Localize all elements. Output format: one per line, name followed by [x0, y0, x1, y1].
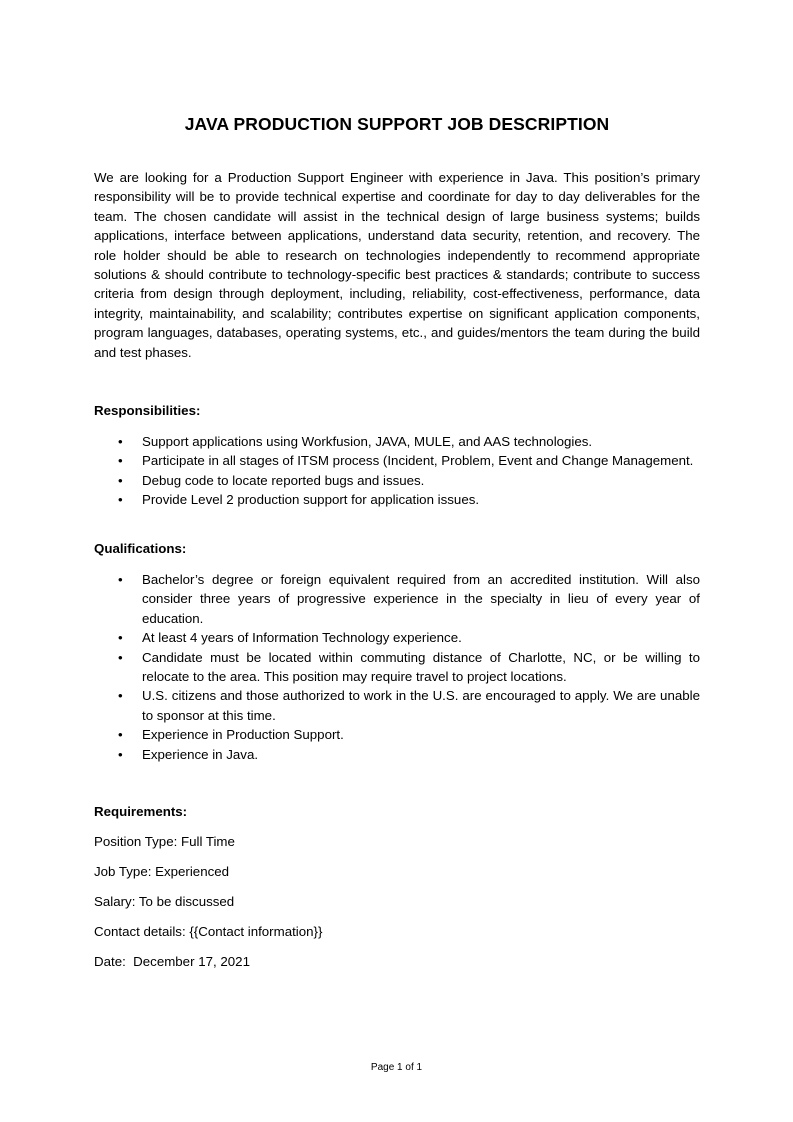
- bullet-icon: •: [118, 727, 123, 743]
- list-item-text: Support applications using Workfusion, JAVA, MULE, and AAS technologies.: [142, 434, 593, 449]
- list-item: [118, 432, 700, 451]
- bullet-icon: •: [118, 453, 123, 469]
- list-item: [118, 686, 700, 725]
- list-item: [118, 648, 700, 687]
- list-item: [118, 570, 700, 628]
- list-item: [118, 745, 700, 764]
- bullet-icon: •: [118, 492, 123, 508]
- requirements-heading: Requirements:: [94, 804, 188, 819]
- responsibilities-list: [118, 432, 700, 510]
- bullet-icon: •: [118, 434, 123, 449]
- bullet-icon: •: [118, 649, 123, 665]
- qualifications-list: [118, 570, 700, 764]
- qualifications-heading: Qualifications:: [94, 541, 187, 556]
- document-title: JAVA PRODUCTION SUPPORT JOB DESCRIPTION: [184, 114, 610, 134]
- bullet-icon: •: [118, 746, 123, 762]
- responsibilities-heading: Responsibilities:: [94, 403, 201, 418]
- intro-paragraph: We are looking for a Production Support Engineer with experience in Java. This position’s primary responsibility will be to provide technical expertise and coordinate for day to day deliverables for the team. The chosen candidate will assist in the technical design of large business systems; builds applications, interface between applications, understand data security, retention, and recovery. The role holder should be able to research on technologies independently to recommend appropriate solutions & should contribute to technology-specific best practices & standards; contribute to success criteria from design through deployment, including, reliability, cost-effectiveness, performance, data integrity, maintainability, and scalability; contributes expertise on significant application components, program languages, databases, operating systems, etc., and guides/mentors the team during the build and test phases.: [94, 170, 700, 360]
- list-item-text: At least 4 years of Information Technology experience.: [142, 630, 462, 646]
- list-item-text: Participate in all stages of ITSM process (Incident, Problem, Event and Change Management.: [142, 453, 694, 469]
- salary: Salary: To be discussed: [94, 894, 235, 909]
- list-item-text: Provide Level 2 production support for application issues.: [142, 492, 480, 508]
- bullet-icon: •: [118, 688, 123, 704]
- list-item-text: Bachelor’s degree or foreign equivalent required from an accredited institution. Will also consider three years of progressive experience in the specialty in lieu of every year of education.: [142, 572, 700, 626]
- list-item: [118, 471, 700, 490]
- bullet-icon: •: [118, 472, 123, 488]
- position-type: Position Type: Full Time: [94, 834, 235, 849]
- list-item-text: Candidate must be located within commuting distance of Charlotte, NC, or be willing to relocate to the area. This position may require travel to project locations.: [142, 649, 700, 685]
- list-item-text: Experience in Java.: [142, 746, 259, 762]
- list-item-text: Debug code to locate reported bugs and issues.: [142, 472, 425, 488]
- list-item: [118, 628, 700, 647]
- date: Date: December 17, 2021: [94, 954, 250, 969]
- list-item: [118, 451, 700, 470]
- list-item-text: Experience in Production Support.: [142, 727, 344, 743]
- contact-details: Contact details: {{Contact information}}: [94, 924, 323, 939]
- list-item: [118, 725, 700, 744]
- list-item-text: U.S. citizens and those authorized to work in the U.S. are encouraged to apply. We are unable to sponsor at this time.: [142, 688, 700, 723]
- list-item: [118, 490, 700, 509]
- job-type: Job Type: Experienced: [94, 864, 230, 879]
- page-footer: Page 1 of 1: [370, 1062, 423, 1073]
- bullet-icon: •: [118, 572, 123, 587]
- bullet-icon: •: [118, 630, 123, 646]
